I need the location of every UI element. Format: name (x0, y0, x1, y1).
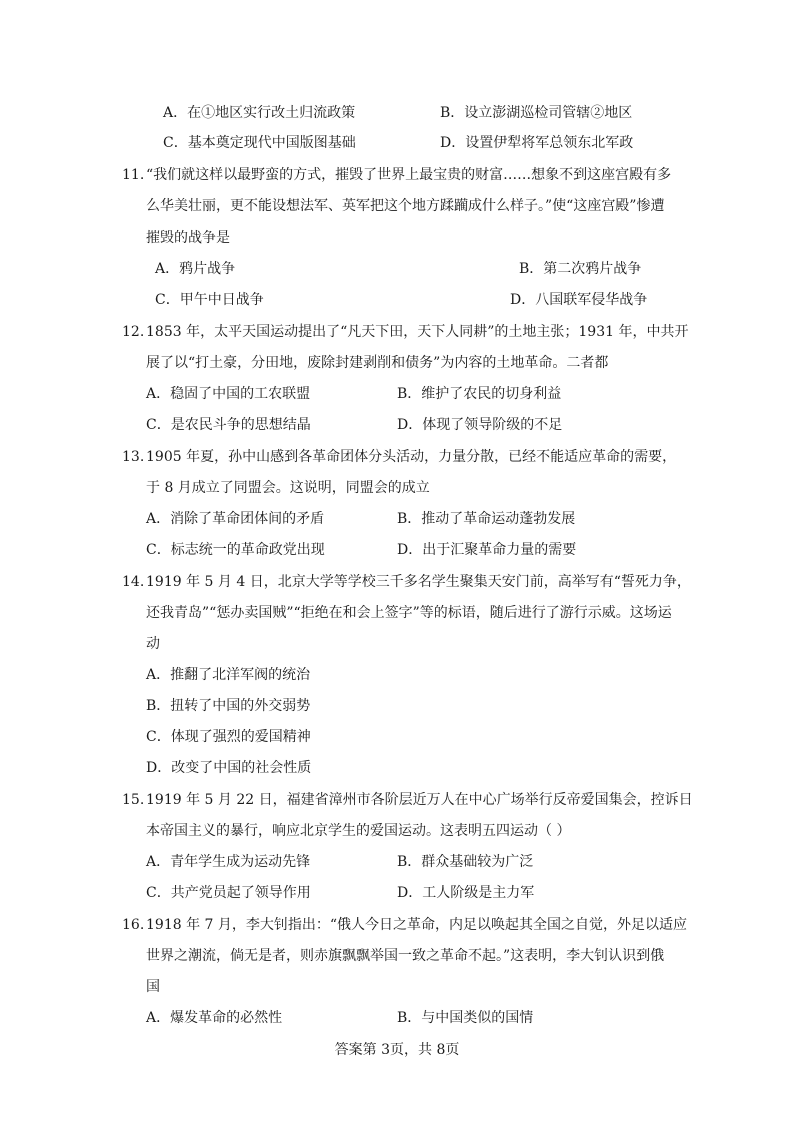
q14-stem-line-3: 动 (146, 636, 160, 652)
q11-stem-line-2: 么华美壮丽，更不能设想法军、英军把这个地方蹂躏成什么样子。”使“这座宫殿”惨遭 (146, 198, 665, 214)
q10-option-b: B．设立澎湖巡检司管辖②地区 (440, 105, 633, 121)
q13-stem-line-1: 1905 年夏，孙中山感到各革命团体分头活动，力量分散，已经不能适应革命的需要， (146, 449, 677, 465)
q15-option-c: C．共产党员起了领导作用 (146, 885, 311, 901)
q12-stem-line-2: 展了以“打土豪，分田地，废除封建剥削和债务”为内容的土地革命。二者都 (146, 355, 609, 371)
q10-option-a: A．在①地区实行改土归流政策 (163, 105, 356, 121)
q11-option-d: D．八国联军侵华战争 (510, 292, 648, 308)
q15-option-d: D．工人阶级是主力军 (397, 885, 535, 901)
q13-stem-line-2: 于 8 月成立了同盟会。这说明，同盟会的成立 (146, 480, 430, 496)
q16-stem-line-3: 国 (146, 979, 160, 995)
q14-option-c: C．体现了强烈的爱国精神 (146, 729, 311, 745)
q14-stem-line-2: 还我青岛”“惩办卖国贼”“拒绝在和会上签字”等的标语，随后进行了游行示威。这场运 (146, 605, 672, 621)
q16-stem-line-2: 世界之潮流，倘无是者，则赤旗飘飘举国一致之革命不起。”这表明，李大钊认识到俄 (146, 948, 665, 964)
q12-option-b: B．维护了农民的切身利益 (397, 386, 562, 402)
q12-number: 12. (122, 324, 145, 340)
q13-option-d: D．出于汇聚革命力量的需要 (397, 542, 577, 558)
q14-option-d: D．改变了中国的社会性质 (146, 760, 312, 776)
q11-number: 11. (122, 167, 145, 183)
q14-option-b: B．扭转了中国的外交弱势 (146, 698, 311, 714)
q14-stem-line-1: 1919 年 5 月 4 日，北京大学等学校三千多名学生聚集天安门前，高举写有“誓死力争， (146, 574, 691, 590)
q15-option-a: A．青年学生成为运动先锋 (146, 854, 311, 870)
q13-number: 13. (122, 449, 145, 465)
q16-number: 16. (122, 917, 145, 933)
q12-option-d: D．体现了领导阶级的不足 (397, 417, 563, 433)
q13-option-c: C．标志统一的革命政党出现 (146, 542, 325, 558)
q14-number: 14. (122, 574, 145, 590)
q16-option-a: A．爆发革命的必然性 (146, 1010, 283, 1026)
q12-option-a: A．稳固了中国的工农联盟 (146, 386, 311, 402)
q15-stem-line-2: 本帝国主义的暴行，响应北京学生的爱国运动。这表明五四运动（ ） (146, 823, 571, 839)
q16-option-b: B．与中国类似的国情 (397, 1010, 534, 1026)
q11-stem-line-1: “我们就这样以最野蛮的方式，摧毁了世界上最宝贵的财富……想象不到这座宫殿有多 (146, 167, 672, 183)
q11-stem-line-3: 摧毁的战争是 (146, 230, 230, 246)
page-footer: 答案第 3页，共 8页 (334, 1042, 460, 1058)
q15-option-b: B．群众基础较为广泛 (397, 854, 534, 870)
q16-stem-line-1: 1918 年 7 月，李大钊指出：“俄人今日之革命，内足以唤起其全国之自觉，外足以适应 (146, 917, 688, 933)
q15-number: 15. (122, 792, 145, 808)
q12-stem-line-1: 1853 年，太平天国运动提出了“凡天下田，天下人同耕”的土地主张；1931 年，中共开 (146, 324, 689, 340)
q13-option-a: A．消除了革命团体间的矛盾 (146, 511, 325, 527)
q11-option-c: C．甲午中日战争 (155, 292, 264, 308)
q14-option-a: A．推翻了北洋军阀的统治 (146, 667, 311, 683)
q13-option-b: B．推动了革命运动蓬勃发展 (397, 511, 576, 527)
q11-option-a: A．鸦片战争 (155, 261, 236, 277)
q15-stem-line-1: 1919 年 5 月 22 日，福建省漳州市各阶层近万人在中心广场举行反帝爱国集会，控诉日 (146, 792, 693, 808)
q11-option-b: B．第二次鸦片战争 (519, 261, 642, 277)
q10-option-d: D．设置伊犁将军总领东北军政 (440, 135, 634, 151)
q12-option-c: C．是农民斗争的思想结晶 (146, 417, 311, 433)
q10-option-c: C．基本奠定现代中国版图基础 (163, 135, 356, 151)
